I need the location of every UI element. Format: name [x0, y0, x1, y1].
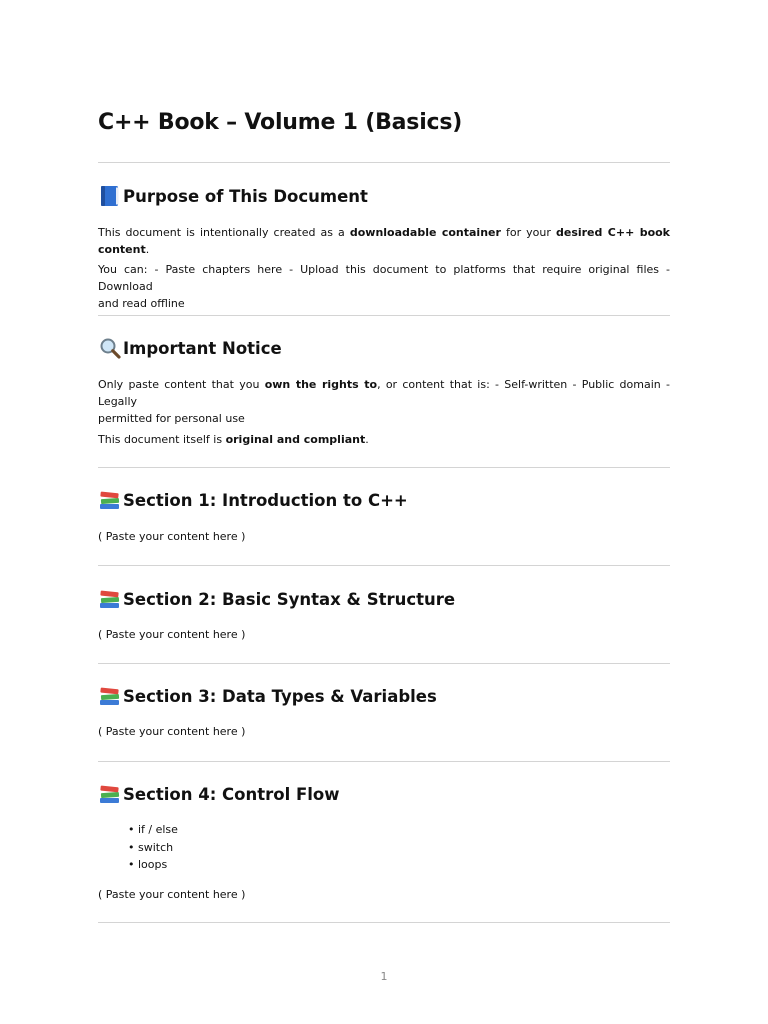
books-icon	[98, 782, 122, 806]
books-icon	[98, 684, 122, 708]
text-run: Only paste content that you	[98, 378, 265, 391]
page-number: 1	[380, 970, 388, 983]
section-4-heading	[98, 782, 340, 806]
list-item: • switch	[128, 840, 174, 854]
magnifying-glass-icon	[98, 336, 122, 360]
section-1-placeholder: ( Paste your content here )	[98, 530, 246, 543]
section-4-placeholder: ( Paste your content here )	[98, 888, 246, 901]
horizontal-rule	[98, 761, 670, 762]
horizontal-rule	[98, 315, 670, 316]
purpose-heading-text: Purpose of This Document	[123, 186, 368, 206]
horizontal-rule	[98, 162, 670, 163]
control-flow-list	[128, 821, 178, 874]
horizontal-rule	[98, 663, 670, 664]
bold-text: original and compliant	[225, 433, 366, 446]
text-run: This document is intentionally created as a	[98, 226, 350, 239]
section-1-heading-text: Section 1: Introduction to C++	[123, 490, 408, 510]
text-run: .	[365, 433, 369, 446]
text-run: This document itself is	[98, 433, 226, 446]
horizontal-rule	[98, 922, 670, 923]
section-2-heading	[98, 587, 455, 611]
section-3-placeholder: ( Paste your content here )	[98, 725, 246, 738]
horizontal-rule	[98, 565, 670, 566]
section-4-heading-text: Section 4: Control Flow	[123, 784, 340, 804]
section-2-heading-text: Section 2: Basic Syntax & Structure	[123, 589, 456, 609]
notice-heading-text: Important Notice	[123, 338, 282, 358]
section-3-heading-text: Section 3: Data Types & Variables	[123, 686, 437, 706]
notice-paragraph-1	[98, 376, 670, 427]
list-item: • loops	[128, 858, 168, 871]
section-3-heading	[98, 684, 437, 708]
purpose-paragraph-2	[98, 261, 670, 312]
document-title: C++ Book – Volume 1 (Basics)	[98, 110, 463, 135]
text-run: and read offline	[98, 297, 185, 310]
bold-text: desired C++ book content	[98, 226, 671, 256]
text-run: , or content that is: - Self-written - Public domain - Legally	[98, 378, 670, 408]
blue-book-icon	[98, 184, 122, 208]
section-1-heading	[98, 488, 408, 512]
bold-text: downloadable container	[349, 226, 501, 239]
text-run: permitted for personal use	[98, 412, 245, 425]
horizontal-rule	[98, 467, 670, 468]
books-icon	[98, 488, 122, 512]
text-run: for your	[500, 226, 556, 239]
bold-text: own the rights to	[264, 378, 378, 391]
notice-paragraph-2	[98, 431, 670, 448]
notice-heading	[98, 336, 282, 360]
purpose-heading	[98, 184, 368, 208]
purpose-paragraph-1	[98, 224, 670, 258]
section-2-placeholder: ( Paste your content here )	[98, 628, 246, 641]
books-icon	[98, 587, 122, 611]
text-run: .	[145, 243, 150, 256]
text-run: You can: - Paste chapters here - Upload this document to platforms that require original files - Download	[98, 263, 670, 293]
list-item: • if / else	[128, 823, 178, 836]
